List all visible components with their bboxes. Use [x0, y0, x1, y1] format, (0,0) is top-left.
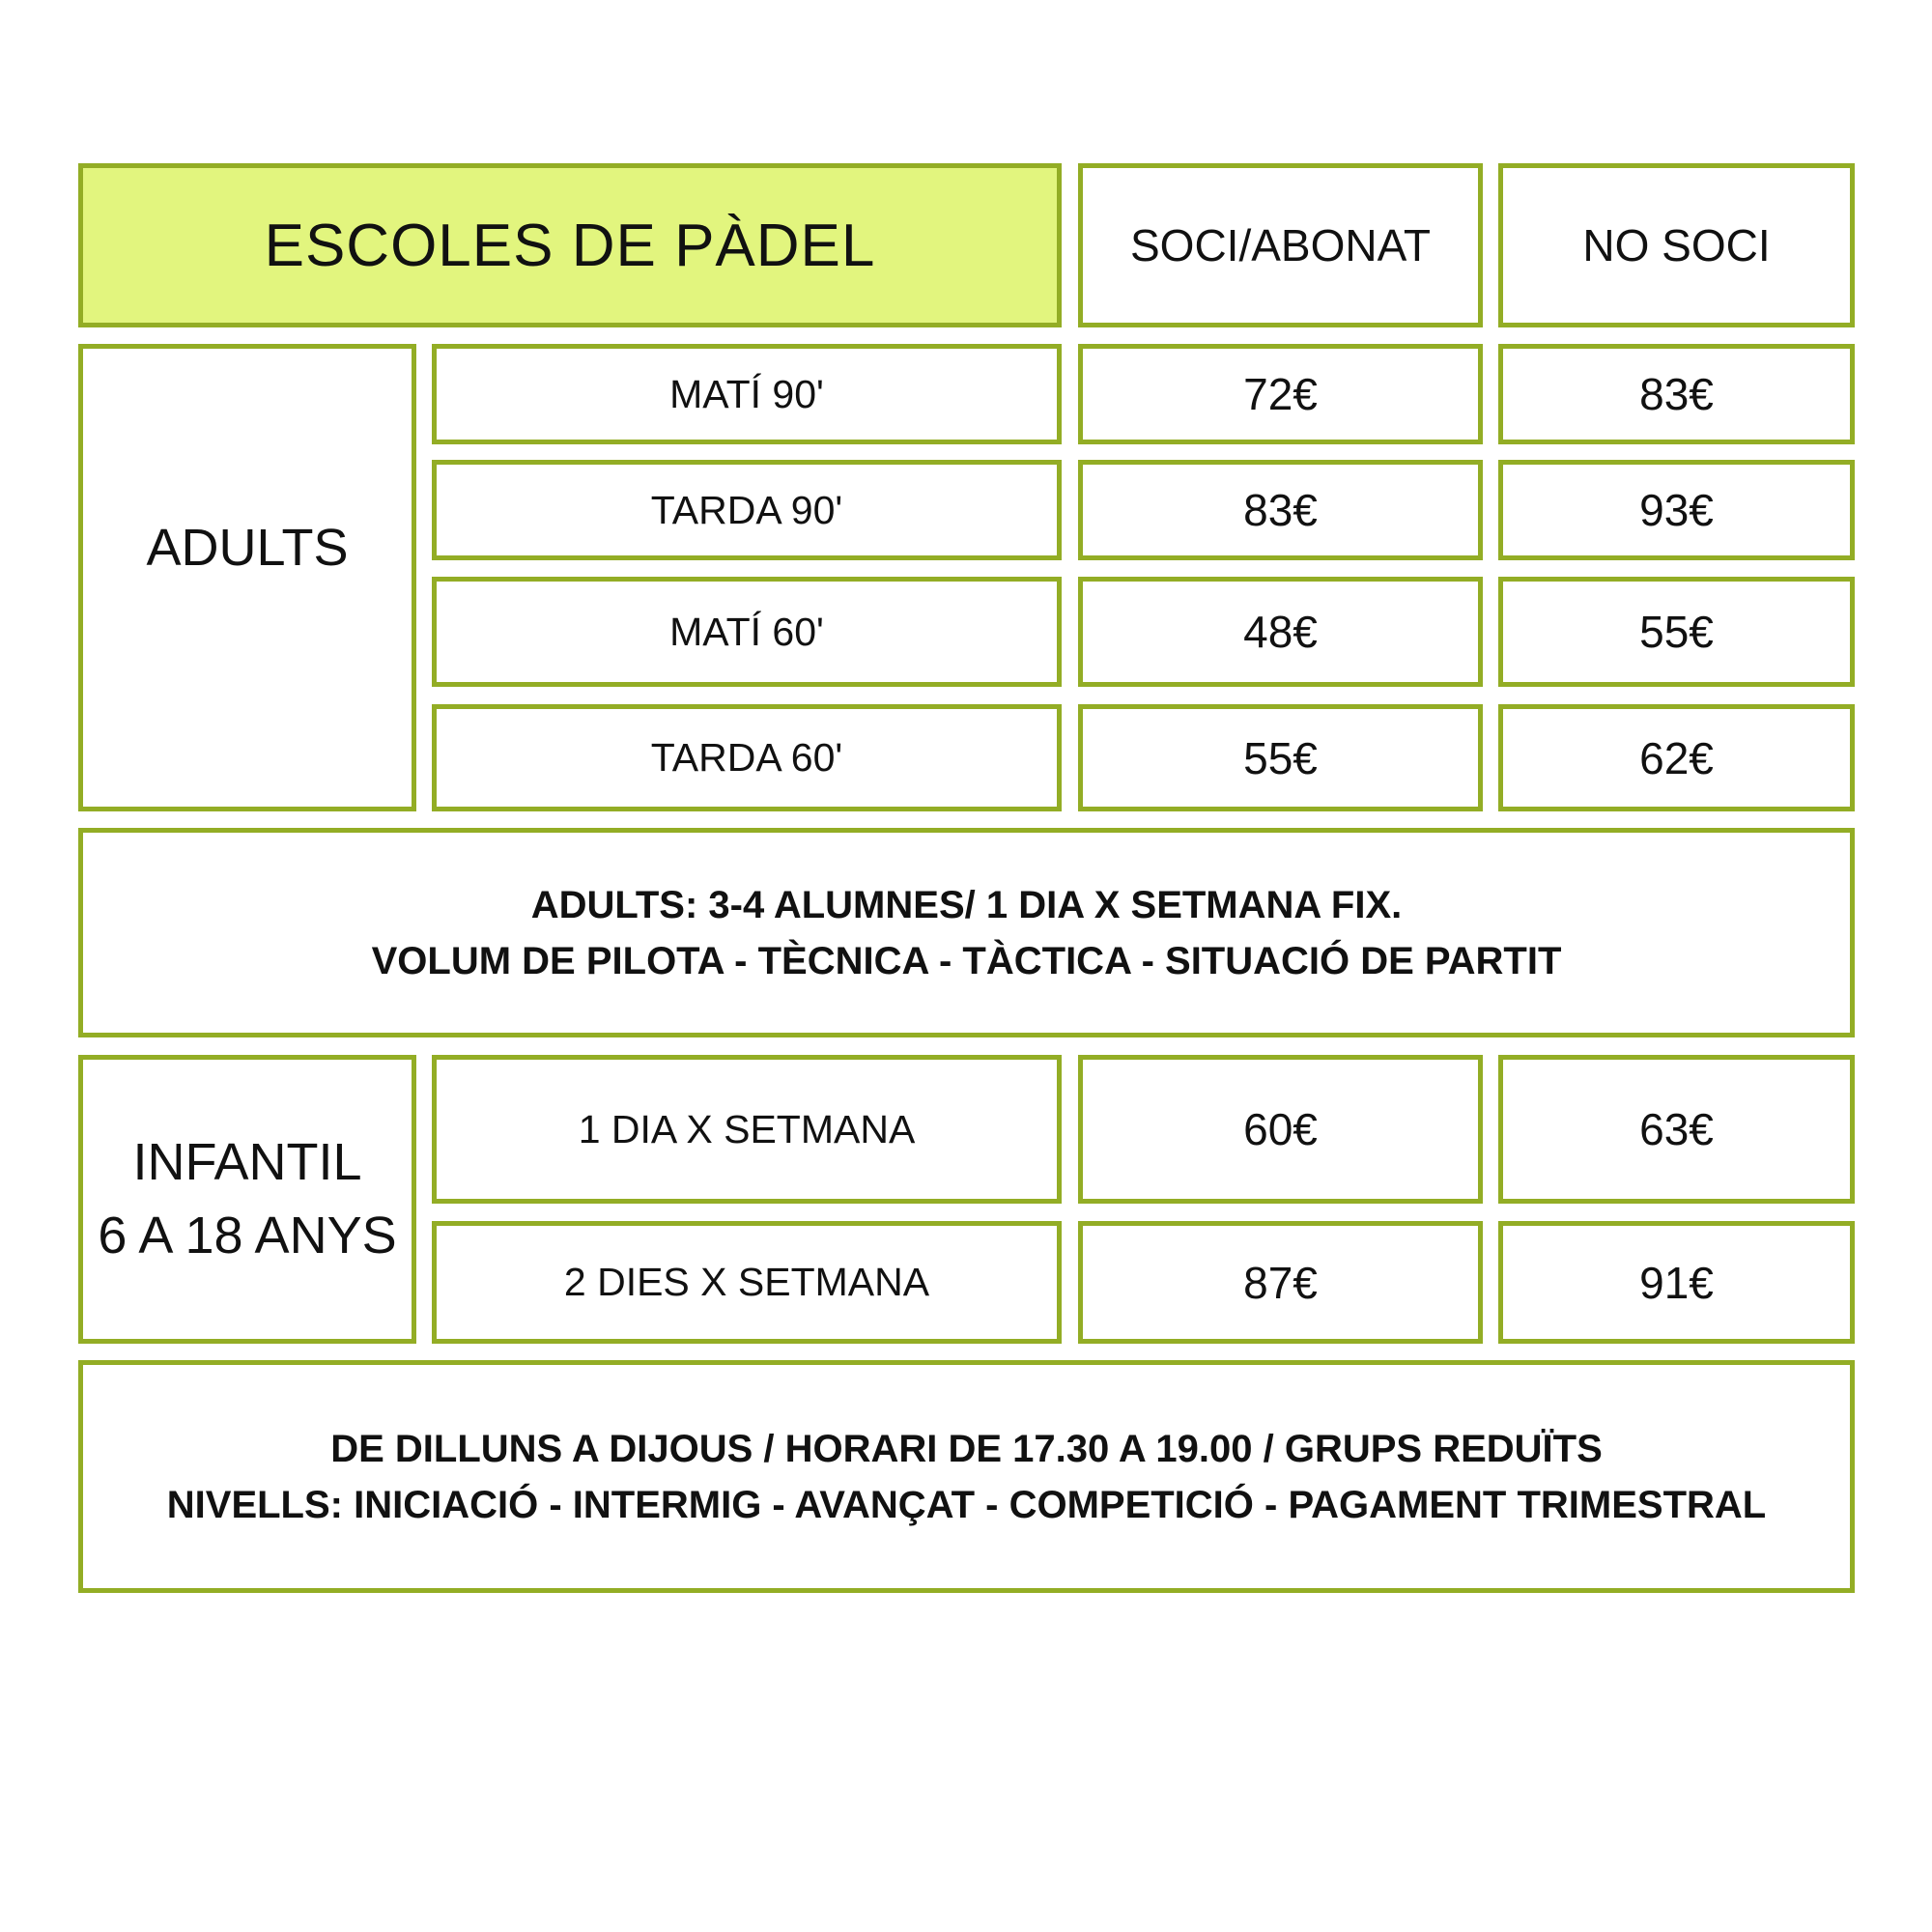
price-no-soci-adults-3	[1498, 577, 1855, 687]
price-value: 87€	[1243, 1257, 1318, 1308]
adults-note	[78, 828, 1855, 1037]
price-value: 55€	[1243, 732, 1318, 783]
row-label-text: TARDA 90'	[650, 487, 843, 532]
price-value: 60€	[1243, 1104, 1318, 1154]
price-soci-adults-1	[1078, 344, 1483, 444]
price-soci-adults-2	[1078, 460, 1483, 560]
price-value: 72€	[1243, 369, 1318, 419]
group-adults-label: ADULTS	[146, 519, 349, 578]
row-label-infantil-2	[432, 1221, 1062, 1344]
price-value: 93€	[1639, 485, 1714, 535]
group-infantil-label-line-1: INFANTIL	[132, 1132, 362, 1191]
price-soci-infantil-2	[1078, 1221, 1483, 1344]
column-header-no-soci-label: NO SOCI	[1582, 220, 1771, 270]
row-label-adults-1	[432, 344, 1062, 444]
column-header-soci-label: SOCI/ABONAT	[1130, 220, 1431, 270]
row-label-text: 1 DIA X SETMANA	[578, 1106, 916, 1151]
column-header-no-soci	[1498, 163, 1855, 327]
price-no-soci-adults-2	[1498, 460, 1855, 560]
price-value: 63€	[1639, 1104, 1714, 1154]
row-label-infantil-1	[432, 1055, 1062, 1204]
column-header-soci	[1078, 163, 1483, 327]
group-infantil-label-line-2: 6 A 18 ANYS	[98, 1206, 397, 1264]
adults-note-line-2: VOLUM DE PILOTA - TÈCNICA - TÀCTICA - SITUACIÓ DE PARTIT	[371, 939, 1562, 982]
price-no-soci-infantil-1	[1498, 1055, 1855, 1204]
price-no-soci-adults-1	[1498, 344, 1855, 444]
price-value: 55€	[1639, 607, 1714, 657]
row-label-adults-3	[432, 577, 1062, 687]
price-no-soci-adults-4	[1498, 704, 1855, 811]
price-soci-adults-4	[1078, 704, 1483, 811]
table-title-cell	[78, 163, 1062, 327]
row-label-text: MATÍ 90'	[669, 371, 824, 416]
price-soci-infantil-1	[1078, 1055, 1483, 1204]
price-value: 62€	[1639, 732, 1714, 783]
group-infantil	[78, 1055, 416, 1344]
group-adults	[78, 344, 416, 811]
row-label-adults-2	[432, 460, 1062, 560]
price-value: 48€	[1243, 607, 1318, 657]
infantil-note-line-2: NIVELLS: INICIACIÓ - INTERMIG - AVANÇAT - COMPETICIÓ - PAGAMENT TRIMESTRAL	[166, 1483, 1767, 1526]
adults-note-line-1: ADULTS: 3-4 ALUMNES/ 1 DIA X SETMANA FIX.	[530, 883, 1403, 926]
infantil-note	[78, 1360, 1855, 1593]
price-soci-adults-3	[1078, 577, 1483, 687]
table-title: ESCOLES DE PÀDEL	[264, 212, 876, 279]
price-value: 91€	[1639, 1257, 1714, 1308]
price-value: 83€	[1243, 485, 1318, 535]
price-no-soci-infantil-2	[1498, 1221, 1855, 1344]
row-label-text: 2 DIES X SETMANA	[563, 1260, 930, 1304]
row-label-text: TARDA 60'	[650, 735, 843, 780]
row-label-text: MATÍ 60'	[669, 609, 824, 654]
infantil-note-line-1: DE DILLUNS A DIJOUS / HORARI DE 17.30 A 19.00 / GRUPS REDUÏTS	[330, 1427, 1603, 1470]
price-value: 83€	[1639, 369, 1714, 419]
row-label-adults-4	[432, 704, 1062, 811]
